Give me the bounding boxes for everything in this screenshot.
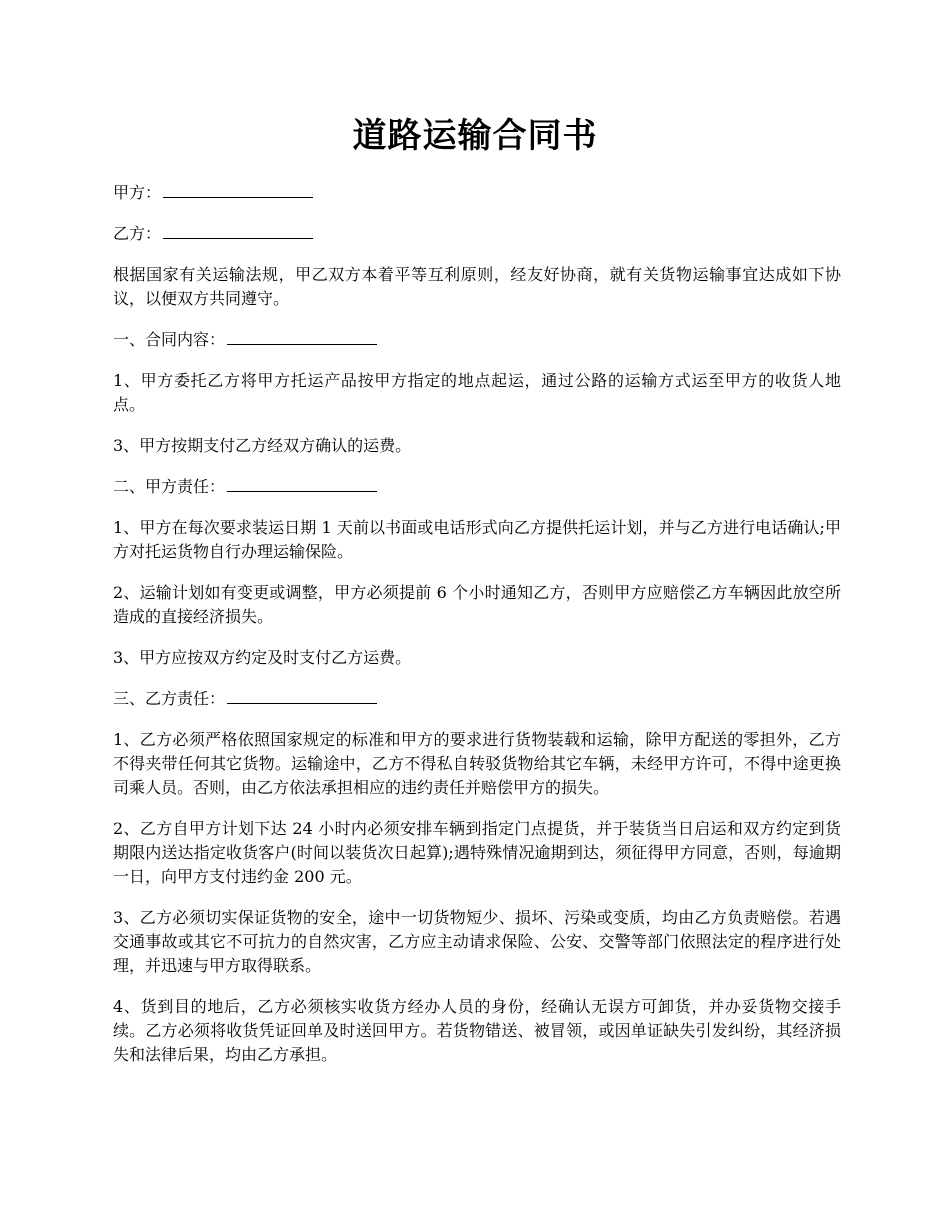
section-3-heading-line xyxy=(113,687,841,711)
section-3-item-4: 4、货到目的地后，乙方必须核实收货方经办人员的身份，经确认无误方可卸货，并办妥货物交接手续。乙方必须将收货凭证回单及时送回甲方。若货物错送、被冒领，或因单证缺失引发纠纷，其经济损失和法律后果，均由乙方承担。 xyxy=(113,997,841,1064)
document-title: 道路运输合同书 xyxy=(352,116,598,156)
intro-paragraph: 根据国家有关运输法规，甲乙双方本着平等互利原则，经友好协商，就有关货物运输事宜达成如下协议，以便双方共同遵守。 xyxy=(113,265,841,308)
section-3-item-2: 2、乙方自甲方计划下达 24 小时内必须安排车辆到指定门点提货，并于装货当日启运和双方约定到货期限内送达指定收货客户(时间以装货次日起算);遇特殊情况逾期到达，须征得甲方同意，否则，每逾期一日，向甲方支付违约金 200 元。 xyxy=(113,819,841,886)
section-2-blank xyxy=(227,475,377,492)
section-1-item-3: 3、甲方按期支付乙方经双方确认的运费。 xyxy=(113,436,412,455)
party-a-label: 甲方： xyxy=(113,183,162,202)
section-1-heading-line xyxy=(113,328,841,352)
section-2-item-1: 1、甲方在每次要求装运日期 1 天前以书面或电话形式向乙方提供托运计划，并与乙方进行电话确认;甲方对托运货物自行办理运输保险。 xyxy=(113,518,841,561)
section-2-item-3: 3、甲方应按双方约定及时支付乙方运费。 xyxy=(113,648,412,667)
section-2-item-2: 2、运输计划如有变更或调整，甲方必须提前 6 个小时通知乙方，否则甲方应赔偿乙方车辆因此放空所造成的直接经济损失。 xyxy=(113,583,841,626)
section-3-item-1: 1、乙方必须严格依照国家规定的标准和甲方的要求进行货物装载和运输，除甲方配送的零担外，乙方不得夹带任何其它货物。运输途中，乙方不得私自转驳货物给其它车辆，未经甲方许可，不得中途更换司乘人员。否则，由乙方依法承担相应的违约责任并赔偿甲方的损失。 xyxy=(113,730,841,797)
section-3-blank xyxy=(227,687,377,704)
party-b-line xyxy=(113,222,841,246)
section-3-item-3: 3、乙方必须切实保证货物的安全，途中一切货物短少、损坏、污染或变质，均由乙方负责赔偿。若遇交通事故或其它不可抗力的自然灾害，乙方应主动请求保险、公安、交警等部门依照法定的程序进行处理，并迅速与甲方取得联系。 xyxy=(113,908,841,975)
section-2-heading: 二、甲方责任： xyxy=(113,477,226,496)
section-1-item-1: 1、甲方委托乙方将甲方托运产品按甲方指定的地点起运，通过公路的运输方式运至甲方的收货人地点。 xyxy=(113,371,841,414)
party-a-blank xyxy=(163,181,313,198)
section-2-heading-line xyxy=(113,475,841,499)
party-a-line xyxy=(113,181,841,205)
party-b-blank xyxy=(163,222,313,239)
section-1-blank xyxy=(227,328,377,345)
section-1-heading: 一、合同内容： xyxy=(113,330,226,349)
document-body xyxy=(113,181,841,1084)
section-3-heading: 三、乙方责任： xyxy=(113,689,226,708)
party-b-label: 乙方： xyxy=(113,224,162,243)
